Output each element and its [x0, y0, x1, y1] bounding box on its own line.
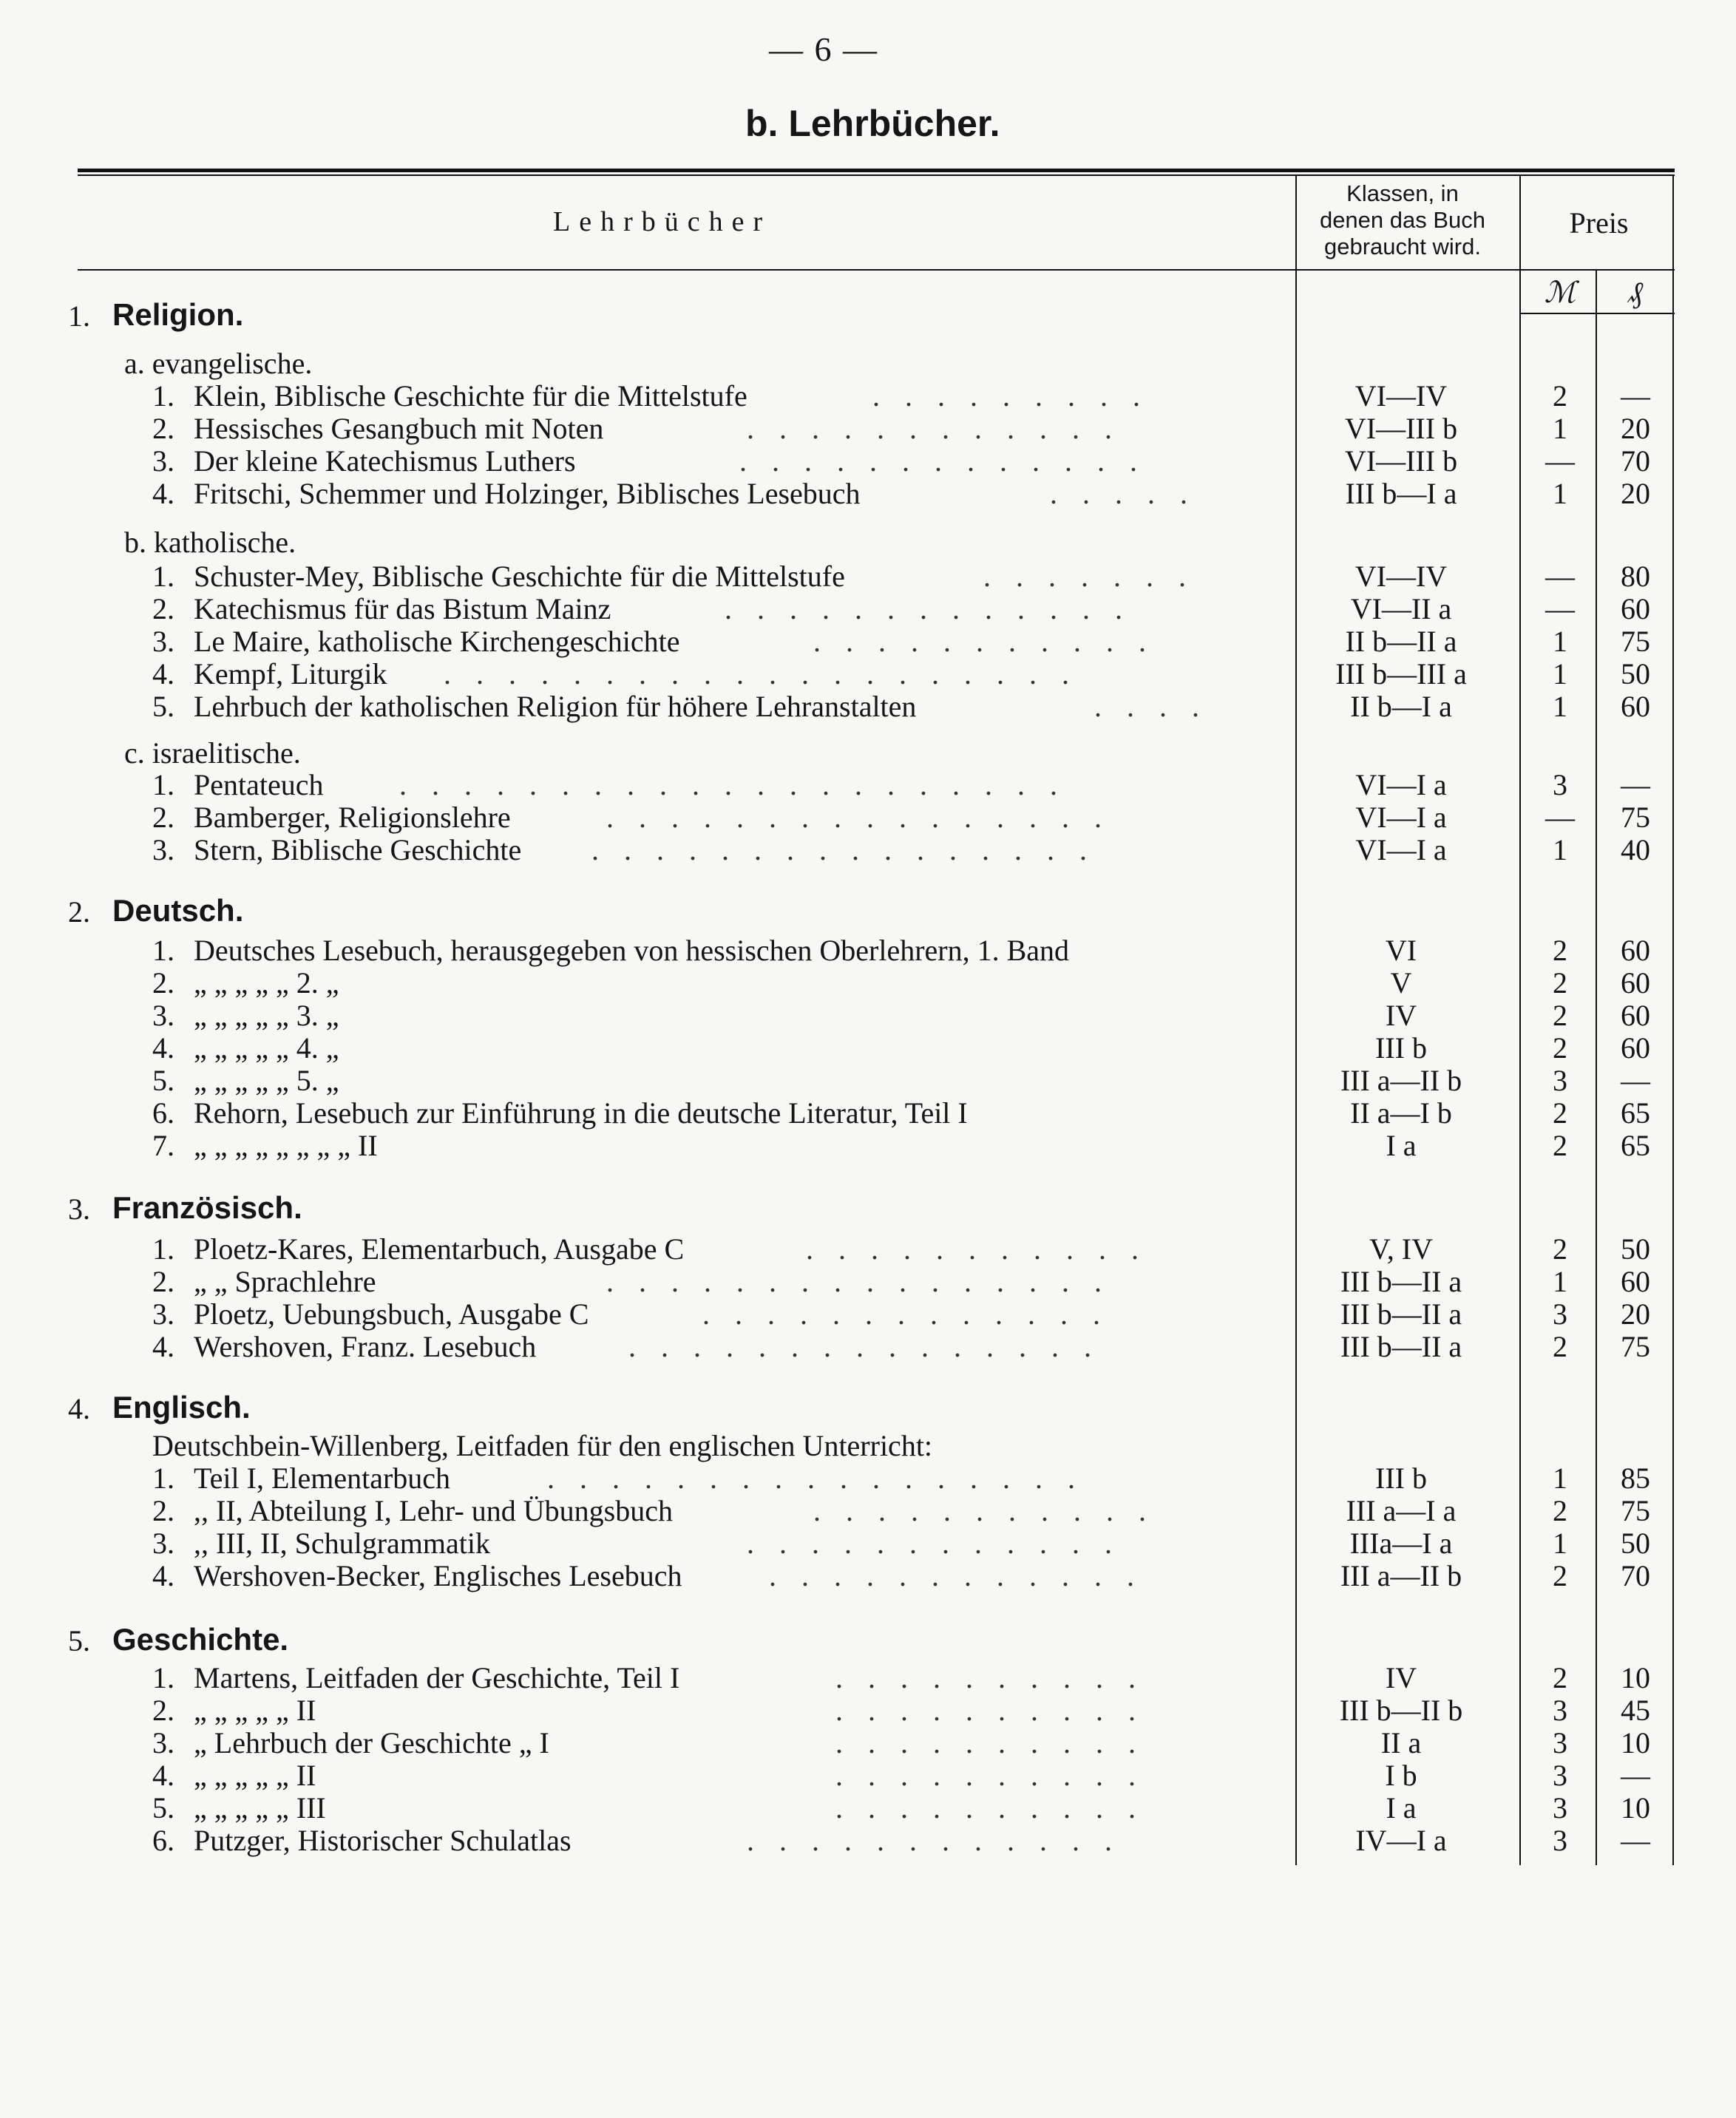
row-number: 2.	[152, 412, 174, 445]
price-mark-cell: 3	[1553, 1694, 1567, 1727]
leader-dots: ...........	[806, 1232, 1164, 1266]
price-mark-cell: 3	[1553, 1297, 1567, 1331]
classes-cell: VI	[1385, 934, 1417, 967]
price-mark-cell: 1	[1553, 1462, 1567, 1495]
leader-dots: .......	[983, 560, 1211, 593]
row-number: 2.	[152, 1265, 174, 1298]
book-title: Katechismus für das Bistum Mainz	[194, 592, 611, 625]
price-mark-cell: —	[1545, 801, 1575, 834]
classes-cell: III b	[1375, 1031, 1427, 1065]
price-mark-cell: 2	[1553, 934, 1567, 967]
price-mark-cell: 1	[1553, 477, 1567, 510]
classes-cell: III b—I a	[1345, 477, 1457, 510]
row-number: 1.	[152, 1232, 174, 1266]
row-number: 5.	[152, 1064, 174, 1097]
price-mark-cell: 2	[1553, 1031, 1567, 1065]
price-mark-cell: 2	[1553, 379, 1567, 413]
row-number: 5.	[152, 1791, 174, 1825]
price-pfennig-cell: 60	[1621, 592, 1650, 625]
row-number: 3.	[152, 444, 174, 478]
classes-cell: III a—II b	[1340, 1064, 1462, 1097]
book-title: Pentateuch	[194, 768, 324, 801]
book-title: „ „ „ „ „ II	[194, 1694, 316, 1727]
price-pfennig-cell: —	[1621, 1824, 1650, 1857]
price-pfennig-cell: 70	[1621, 1559, 1650, 1592]
leader-dots: ............	[769, 1559, 1159, 1592]
row-number: 4.	[152, 1559, 174, 1592]
section-number: 1.	[68, 299, 90, 333]
book-title: „ „ „ „ „ 2. „	[194, 966, 339, 999]
row-number: 7.	[152, 1129, 174, 1162]
row-number: 2.	[152, 592, 174, 625]
classes-cell: III b—II a	[1340, 1330, 1462, 1363]
leader-dots: ................	[606, 801, 1127, 834]
subsection-deutschbein-willenberg: Deutschbein-Willenberg, Leitfaden für den englischen Unterricht:	[152, 1429, 933, 1462]
column-header-lehrbuecher: Lehrbücher	[553, 206, 772, 237]
classes-cell: VI—III b	[1344, 412, 1458, 445]
book-title: Wershoven, Franz. Lesebuch	[194, 1330, 537, 1363]
section-number: 5.	[68, 1624, 90, 1657]
price-pfennig-cell: 80	[1621, 560, 1650, 593]
classes-cell: VI—II a	[1350, 592, 1452, 625]
book-title: Le Maire, katholische Kirchengeschichte	[194, 625, 680, 658]
classes-cell: III b	[1375, 1462, 1427, 1495]
book-title: ,, III, II, Schulgrammatik	[194, 1527, 490, 1560]
price-pfennig-cell: 60	[1621, 934, 1650, 967]
book-title: Lehrbuch der katholischen Religion für höhere Lehranstalten	[194, 690, 917, 723]
price-pfennig-cell: —	[1621, 768, 1650, 801]
book-title: „ Lehrbuch der Geschichte „ I	[194, 1726, 549, 1759]
section-geschichte: Geschichte.	[112, 1622, 289, 1657]
price-pfennig-cell: 65	[1621, 1129, 1650, 1162]
book-title: Rehorn, Lesebuch zur Einführung in die deutsche Literatur, Teil I	[194, 1096, 968, 1130]
price-mark-cell: 1	[1553, 1527, 1567, 1560]
row-number: 1.	[152, 560, 174, 593]
row-number: 4.	[152, 657, 174, 690]
classes-cell: I a	[1386, 1791, 1417, 1825]
column-header-klassen: Klassen, in denen das Buch gebraucht wird.	[1319, 180, 1486, 259]
price-mark-cell: 2	[1553, 1330, 1567, 1363]
classes-cell: III b—II a	[1340, 1297, 1462, 1331]
price-mark-cell: 3	[1553, 768, 1567, 801]
book-title: Hessisches Gesangbuch mit Noten	[194, 412, 604, 445]
price-pfennig-cell: 75	[1621, 1494, 1650, 1527]
classes-cell: IV	[1385, 999, 1417, 1032]
row-number: 6.	[152, 1096, 174, 1130]
column-header-preis: Preis	[1569, 206, 1629, 240]
section-englisch: Englisch.	[112, 1390, 251, 1425]
classes-cell: VI—IV	[1354, 560, 1448, 593]
book-title: Ploetz-Kares, Elementarbuch, Ausgabe C	[194, 1232, 685, 1266]
price-pfennig-cell: 60	[1621, 966, 1650, 999]
price-pfennig-cell: 10	[1621, 1661, 1650, 1694]
classes-cell: I a	[1386, 1129, 1417, 1162]
classes-cell: II a—I b	[1350, 1096, 1452, 1130]
row-number: 3.	[152, 999, 174, 1032]
page-number: — 6 —	[769, 30, 878, 68]
subsection-evangelisch: a. evangelische.	[124, 347, 313, 380]
row-number: 2.	[152, 1494, 174, 1527]
price-mark-cell: 1	[1553, 625, 1567, 658]
row-number: 4.	[152, 1759, 174, 1792]
price-pfennig-cell: 65	[1621, 1096, 1650, 1130]
row-number: 1.	[152, 768, 174, 801]
leader-dots: ...........	[813, 1494, 1171, 1527]
row-number: 3.	[152, 1527, 174, 1560]
book-title: Bamberger, Religionslehre	[194, 801, 511, 834]
price-mark-cell: 1	[1553, 690, 1567, 723]
row-number: 3.	[152, 1297, 174, 1331]
row-number: 1.	[152, 379, 174, 413]
classes-cell: I b	[1385, 1759, 1417, 1792]
section-deutsch: Deutsch.	[112, 893, 244, 928]
price-pfennig-cell: 20	[1621, 1297, 1650, 1331]
price-mark-cell: 2	[1553, 1661, 1567, 1694]
row-number: 2.	[152, 801, 174, 834]
price-pfennig-cell: 75	[1621, 1330, 1650, 1363]
book-title: „ „ „ „ „ III	[194, 1791, 326, 1825]
classes-cell: V	[1390, 966, 1412, 999]
book-title: Schuster-Mey, Biblische Geschichte für die Mittelstufe	[194, 560, 845, 593]
leader-dots: ..........	[835, 1791, 1161, 1825]
table-header-rule	[78, 269, 1675, 271]
price-subheader-rule	[1519, 313, 1675, 314]
price-pfennig-cell: 10	[1621, 1791, 1650, 1825]
book-title: „ „ „ „ „ 3. „	[194, 999, 339, 1032]
price-mark-cell: 3	[1553, 1759, 1567, 1792]
table-top-rule-thin	[78, 174, 1675, 176]
classes-cell: VI—I a	[1355, 801, 1447, 834]
leader-dots: ..........	[835, 1759, 1161, 1792]
classes-cell: VI—IV	[1354, 379, 1448, 413]
book-title: Ploetz, Uebungsbuch, Ausgabe C	[194, 1297, 589, 1331]
book-title: Martens, Leitfaden der Geschichte, Teil I	[194, 1661, 680, 1694]
row-number: 1.	[152, 1462, 174, 1495]
book-title: Klein, Biblische Geschichte für die Mittelstufe	[194, 379, 747, 413]
price-mark-cell: 2	[1553, 966, 1567, 999]
book-title: Stern, Biblische Geschichte	[194, 833, 522, 866]
classes-cell: III a—II b	[1340, 1559, 1462, 1592]
leader-dots: ....................	[444, 657, 1094, 690]
leader-dots: .............	[702, 1297, 1125, 1331]
book-title: „ „ Sprachlehre	[194, 1265, 376, 1298]
row-number: 4.	[152, 1031, 174, 1065]
leader-dots: ............	[747, 412, 1137, 445]
book-title: „ „ „ „ „ „ „ „ II	[194, 1129, 378, 1162]
row-number: 5.	[152, 690, 174, 723]
price-pfennig-cell: 60	[1621, 690, 1650, 723]
leader-dots: .........	[872, 379, 1165, 413]
price-mark-cell: 1	[1553, 1265, 1567, 1298]
classes-cell: VI—I a	[1355, 768, 1447, 801]
leader-dots: ...............	[628, 1330, 1116, 1363]
price-mark-cell: 2	[1553, 999, 1567, 1032]
price-mark-cell: 1	[1553, 412, 1567, 445]
price-pfennig-cell: 50	[1621, 1232, 1650, 1266]
subsection-katholisch: b. katholische.	[124, 526, 296, 559]
row-number: 4.	[152, 477, 174, 510]
row-number: 4.	[152, 1330, 174, 1363]
leader-dots: .............	[739, 444, 1162, 478]
leader-dots: ................	[591, 833, 1112, 866]
section-number: 4.	[68, 1392, 90, 1425]
row-number: 3.	[152, 625, 174, 658]
price-pfennig-cell: —	[1621, 1759, 1650, 1792]
book-title: Der kleine Katechismus Luthers	[194, 444, 576, 478]
leader-dots: ............	[747, 1527, 1137, 1560]
classes-cell: IV	[1385, 1661, 1417, 1694]
section-religion: Religion.	[112, 297, 244, 332]
price-pfennig-cell: 85	[1621, 1462, 1650, 1495]
price-mark-cell: 1	[1553, 833, 1567, 866]
leader-dots: ................	[606, 1265, 1127, 1298]
page-title: b. Lehrbücher.	[745, 103, 1000, 144]
price-pfennig-cell: 10	[1621, 1726, 1650, 1759]
classes-cell: IIIa—I a	[1349, 1527, 1453, 1560]
row-number: 1.	[152, 1661, 174, 1694]
price-mark-cell: 2	[1553, 1559, 1567, 1592]
price-mark-cell: 2	[1553, 1494, 1567, 1527]
book-title: Fritschi, Schemmer und Holzinger, Biblisches Lesebuch	[194, 477, 861, 510]
book-title: Putzger, Historischer Schulatlas	[194, 1824, 572, 1857]
row-number: 3.	[152, 1726, 174, 1759]
row-number: 2.	[152, 1694, 174, 1727]
price-pfennig-cell: 40	[1621, 833, 1650, 866]
classes-cell: II b—I a	[1350, 690, 1452, 723]
pfennig-unit-label: ₰	[1628, 276, 1643, 309]
row-number: 6.	[152, 1824, 174, 1857]
leader-dots: ............	[747, 1824, 1137, 1857]
price-mark-cell: 3	[1553, 1824, 1567, 1857]
price-pfennig-cell: 20	[1621, 412, 1650, 445]
book-title: ,, II, Abteilung I, Lehr- und Übungsbuch	[194, 1494, 673, 1527]
classes-cell: III a—I a	[1346, 1494, 1457, 1527]
leader-dots: ..........	[835, 1661, 1161, 1694]
section-franzoesisch: Französisch.	[112, 1190, 302, 1225]
price-mark-cell: —	[1545, 592, 1575, 625]
leader-dots: ...........	[813, 625, 1171, 658]
book-title: Wershoven-Becker, Englisches Lesebuch	[194, 1559, 682, 1592]
leader-dots: .................	[547, 1462, 1100, 1495]
book-title: Teil I, Elementarbuch	[194, 1462, 451, 1495]
price-mark-cell: 2	[1553, 1232, 1567, 1266]
price-mark-cell: —	[1545, 444, 1575, 478]
price-pfennig-cell: 20	[1621, 477, 1650, 510]
classes-cell: IV—I a	[1355, 1824, 1447, 1857]
row-number: 2.	[152, 966, 174, 999]
column-divider-right	[1672, 176, 1674, 1865]
book-title: „ „ „ „ „ 5. „	[194, 1064, 339, 1097]
price-pfennig-cell: 45	[1621, 1694, 1650, 1727]
classes-cell: VI—III b	[1344, 444, 1458, 478]
classes-cell: V, IV	[1369, 1232, 1433, 1266]
section-number: 2.	[68, 895, 90, 929]
price-pfennig-cell: 60	[1621, 1265, 1650, 1298]
price-mark-cell: —	[1545, 560, 1575, 593]
price-mark-cell: 2	[1553, 1129, 1567, 1162]
subsection-israelitisch: c. israelitische.	[124, 736, 301, 770]
section-number: 3.	[68, 1192, 90, 1226]
leader-dots: .....................	[399, 768, 1082, 801]
book-title: Kempf, Liturgik	[194, 657, 387, 690]
price-mark-cell: 3	[1553, 1791, 1567, 1825]
classes-cell: II b—II a	[1345, 625, 1457, 658]
price-mark-cell: 1	[1553, 657, 1567, 690]
column-divider-preis	[1519, 176, 1521, 1865]
price-pfennig-cell: 75	[1621, 625, 1650, 658]
book-title: „ „ „ „ „ 4. „	[194, 1031, 339, 1065]
price-pfennig-cell: 60	[1621, 999, 1650, 1032]
price-pfennig-cell: 60	[1621, 1031, 1650, 1065]
book-title: „ „ „ „ „ II	[194, 1759, 316, 1792]
row-number: 3.	[152, 833, 174, 866]
price-pfennig-cell: 50	[1621, 657, 1650, 690]
leader-dots: ....	[1094, 690, 1224, 723]
table-top-rule	[78, 169, 1675, 172]
leader-dots: .............	[725, 592, 1147, 625]
price-pfennig-cell: 70	[1621, 444, 1650, 478]
price-pfennig-cell: 75	[1621, 801, 1650, 834]
price-pfennig-cell: —	[1621, 1064, 1650, 1097]
price-mark-cell: 3	[1553, 1726, 1567, 1759]
leader-dots: ..........	[835, 1726, 1161, 1759]
classes-cell: II a	[1380, 1726, 1422, 1759]
price-pfennig-cell: 50	[1621, 1527, 1650, 1560]
mark-unit-label: ℳ	[1544, 276, 1576, 309]
classes-cell: VI—I a	[1355, 833, 1447, 866]
classes-cell: III b—II b	[1339, 1694, 1463, 1727]
leader-dots: .....	[1050, 477, 1213, 510]
leader-dots: ..........	[835, 1694, 1161, 1727]
price-mark-cell: 2	[1553, 1096, 1567, 1130]
classes-cell: III b—III a	[1335, 657, 1467, 690]
row-number: 1.	[152, 934, 174, 967]
price-mark-cell: 3	[1553, 1064, 1567, 1097]
classes-cell: III b—II a	[1340, 1265, 1462, 1298]
book-title: Deutsches Lesebuch, herausgegeben von hessischen Oberlehrern, 1. Band	[194, 934, 1070, 967]
price-pfennig-cell: —	[1621, 379, 1650, 413]
